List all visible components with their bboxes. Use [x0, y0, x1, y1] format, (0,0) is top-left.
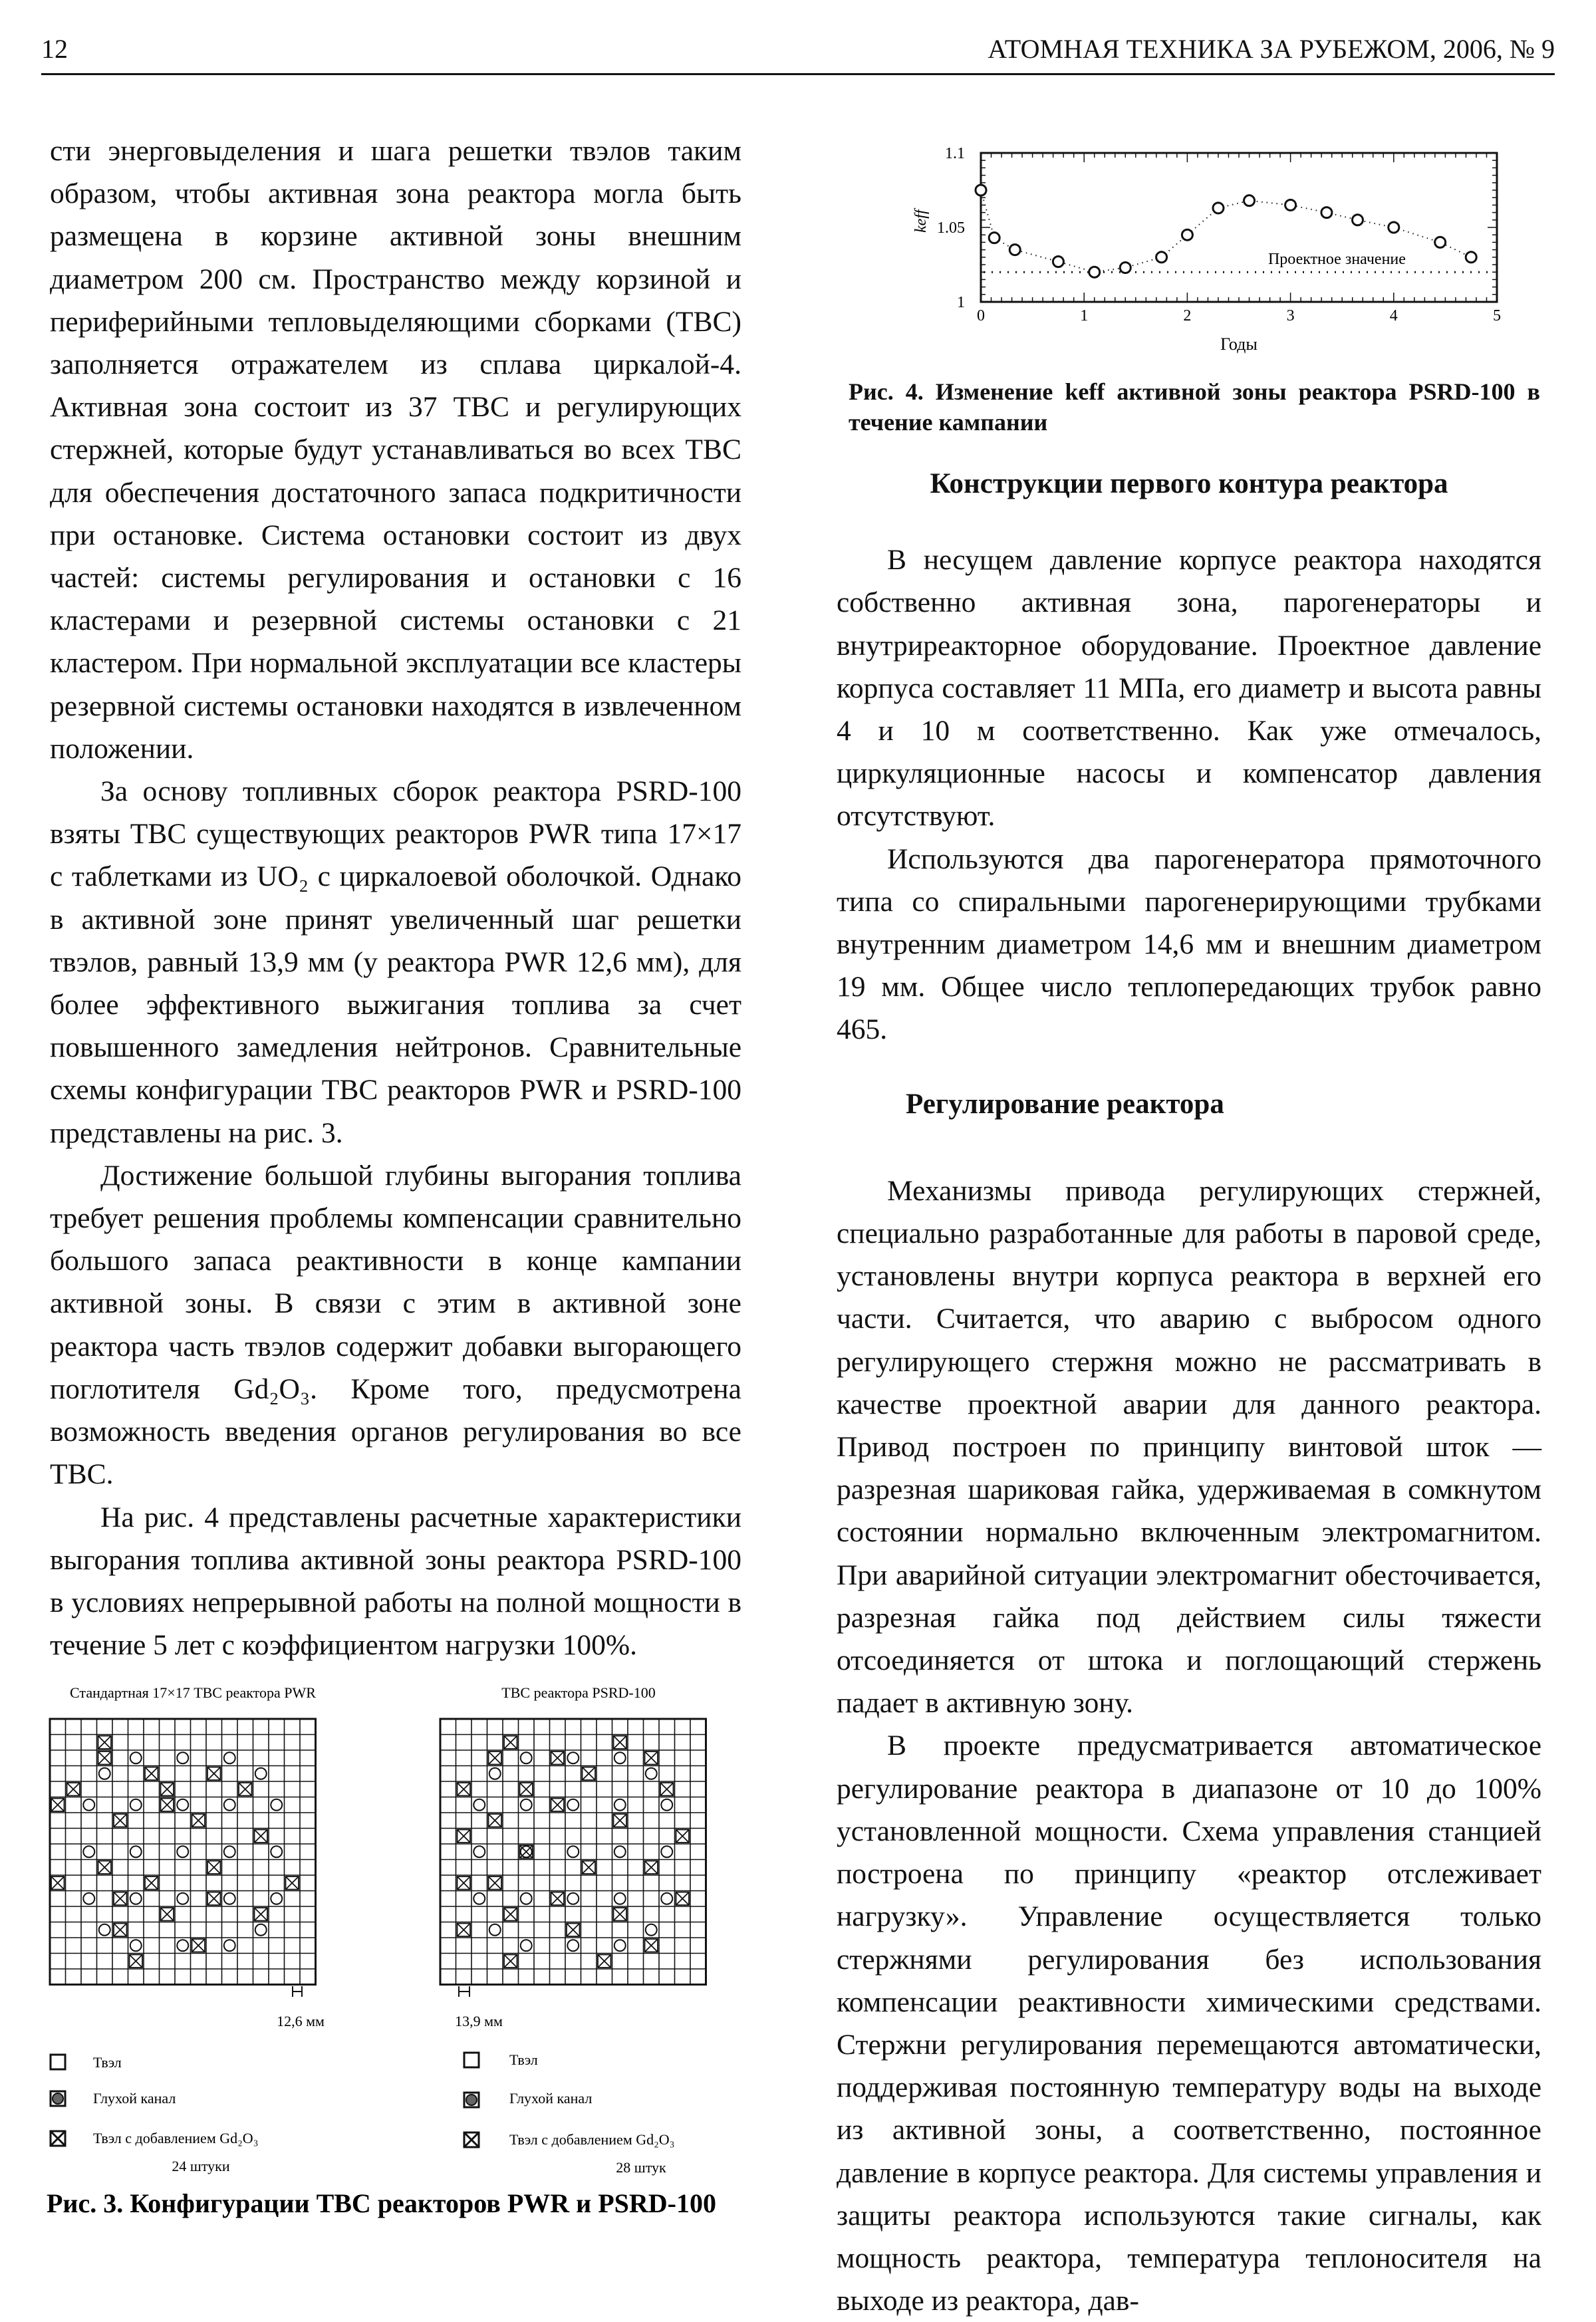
blind-channel	[177, 1893, 188, 1904]
gd-rod	[567, 1924, 580, 1937]
paragraph: Используются два парогенератора прямоточного типа со спиральными парогенерирующими трубками внутренним диаметром 14,6 мм и внешним диаметром 19 мм. Общее число теплопередающих трубок равно 465.	[837, 842, 1541, 1046]
fig3-right-title: ТВС реактора PSRD-100	[501, 1684, 656, 1701]
legend-blind-channel: Глухой канал	[93, 2090, 176, 2107]
gd-rod	[114, 1892, 127, 1906]
gd-rod	[598, 1955, 611, 1968]
gd-rod	[51, 1799, 65, 1812]
y-tick-label: 1	[957, 294, 965, 311]
gd-rod	[645, 1939, 658, 1952]
blind-channel	[646, 1768, 657, 1779]
blind-channel	[83, 1846, 94, 1857]
x-tick-label: 3	[1286, 307, 1295, 324]
blind-channel	[99, 1768, 110, 1779]
legend-gd-count-right: 28 штук	[616, 2159, 666, 2176]
gd-rod	[255, 1830, 268, 1843]
axis-ticks	[937, 145, 1501, 324]
gd-rod	[207, 1861, 221, 1874]
keff-point	[1244, 195, 1255, 206]
gd-rod	[520, 1845, 533, 1859]
blind-channel	[614, 1799, 626, 1811]
gd-rod	[614, 1908, 627, 1921]
fig3-right-pitch: 13,9 мм	[455, 2013, 503, 2029]
gd-rod	[504, 1955, 517, 1968]
gd-rod	[645, 1751, 658, 1765]
legend-fuel-rod: Твэл	[93, 2054, 122, 2071]
y-tick-label: 1.1	[945, 145, 965, 162]
gd-rod	[161, 1908, 174, 1921]
gd-rod	[207, 1767, 221, 1781]
paragraph: На рис. 4 представлены расчетные характеристики выгорания топлива активной зоны реактора PSRD-100 в условиях непрерывной работы на полной мощности в течение 5 лет с коэффициентом нагрузки 100%.	[50, 1501, 741, 1662]
gd-rod	[645, 1861, 658, 1874]
fig3-caption: Рис. 3. Конфигурации ТВС реакторов PWR и PSRD-100	[47, 2188, 716, 2218]
blind-channel	[473, 1893, 485, 1904]
fig4-caption	[849, 376, 1540, 438]
blind-channel	[521, 1752, 532, 1763]
blind-channel	[646, 1924, 657, 1936]
legend-blind-channel-circle	[466, 2095, 477, 2105]
gd-rod	[192, 1814, 205, 1827]
blind-channel	[521, 1940, 532, 1951]
legend-gd-rod: Твэл с добавлением Gd₂O₃	[509, 2131, 675, 2148]
blind-channel	[614, 1940, 626, 1951]
gd-rod	[458, 1876, 471, 1890]
keff-point	[1389, 222, 1399, 233]
figure-4-chart	[845, 133, 1536, 372]
blind-channel	[255, 1924, 267, 1936]
x-axis-label: Годы	[1220, 334, 1258, 354]
keff-point	[976, 185, 986, 195]
x-tick-label: 1	[1080, 307, 1089, 324]
blind-channel	[224, 1893, 235, 1904]
blind-channel	[177, 1940, 188, 1951]
keff-point	[1182, 229, 1192, 240]
blind-channel	[614, 1752, 626, 1763]
blind-channel	[83, 1893, 94, 1904]
gd-rod	[207, 1892, 221, 1906]
legend-fuel-rod: Твэл	[509, 2051, 538, 2068]
blind-channel	[130, 1893, 142, 1904]
legend-gd-rod: Твэл с добавлением Gd₂O₃	[93, 2130, 259, 2146]
blind-channel	[489, 1924, 501, 1936]
blind-channel	[271, 1893, 282, 1904]
gd-rod	[51, 1876, 65, 1890]
gd-rod	[145, 1767, 158, 1781]
blind-channel	[567, 1940, 579, 1951]
gd-rod	[192, 1939, 205, 1952]
gd-rod	[458, 1783, 471, 1796]
gd-rod	[489, 1876, 502, 1890]
gd-rod	[504, 1908, 517, 1921]
blind-channel	[521, 1799, 532, 1811]
y-axis-label: keff	[912, 209, 930, 233]
blind-channel	[661, 1799, 672, 1811]
gd-rod	[458, 1830, 471, 1843]
gd-rod	[551, 1892, 565, 1906]
x-tick-label: 0	[977, 307, 985, 324]
paragraph: В проекте предусматривается автоматическое регулирование реактора в диапазоне от 10 до 100% установленной мощности. Схема управления станцией построена по принципу «реактор отслеживает нагрузку». Управление осуществляется только стержнями регулирования без использования компенсации реактивности химическими средствами. Стержни регулирования перемещаются автоматически, поддерживая постоянную температуру воды на выходе из активной зоны, а соответственно, постоянное давление в корпусе реактора. Для системы управления и защиты реактора используются такие сигналы, как мощность реактора, температура теплоносителя на выходе из реактора, дав-	[837, 1730, 1541, 2317]
paragraph: В несущем давление корпусе реактора находятся собственно активная зона, парогенераторы и внутриреакторное оборудование. Проектное давление корпуса составляет 11 МПа, его диаметр и высота равны 4 и 10 м соответственно. Как уже отмечалось, циркуляционные насосы и компенсатор давления отсутствуют.	[837, 544, 1541, 833]
legend-gd-count-left: 24 штуки	[172, 2158, 230, 2174]
blind-channel	[489, 1768, 501, 1779]
blind-channel	[661, 1893, 672, 1904]
keff-point	[989, 233, 999, 243]
blind-channel	[177, 1799, 188, 1811]
figure-3	[40, 1679, 758, 2224]
gd-rod	[614, 1814, 627, 1827]
gd-rod	[98, 1736, 112, 1749]
keff-point	[1213, 203, 1224, 213]
paragraph: Механизмы привода регулирующих стержней, специально разработанные для работы в паровой среде, установлены внутри корпуса реактора в верхней его части. Считается, что аварию с выбросом одного регулирующего стержня можно не рассматривать в качестве проектной аварии для данного реактора. Привод построен по принципу винтовой шток — разрезная шариковая гайка, удерживаемая в сомкнутом состоянии нормально включенным электромагнитом. При аварийной ситуации электромагнит обесточивается, разрезная гайка под действием силы тяжести отсоединяется от штока и поглощающий стержень падает в активную зону.	[837, 1174, 1541, 1720]
keff-point	[1120, 262, 1130, 273]
blind-channel	[177, 1846, 188, 1857]
left-column	[50, 130, 741, 1666]
gd-rod	[239, 1783, 252, 1796]
keff-point	[1352, 215, 1363, 225]
fig3-left-pitch: 12,6 мм	[277, 2013, 325, 2029]
gd-rod	[660, 1783, 674, 1796]
gd-rod	[583, 1767, 596, 1781]
gd-rod	[255, 1908, 268, 1921]
gd-rod	[676, 1892, 690, 1906]
blind-channel	[567, 1752, 579, 1763]
y-tick-label: 1.05	[937, 219, 965, 237]
gd-rod	[130, 1955, 143, 1968]
page-number: 12	[41, 34, 68, 64]
right-column	[837, 468, 1541, 2322]
blind-channel	[177, 1752, 188, 1763]
paragraph: сти энерговыделения и шага решетки твэлов таким образом, чтобы активная зона реактора могла быть размещена в корзине активной зоны внешним диаметром 200 см. Пространство между корзиной и периферийными тепловыделяющими сборками (ТВС) заполняется отражателем из сплава циркалой-4. Активная зона состоит из 37 ТВС и регулирующих стержней, которые будут устанавливаться во всех ТВС для обеспечения достаточного запаса подкритичности при остановке. Система остановки состоит из двух частей: системы регулирования и остановки с 16 кластерами и резервной системы остановки с 21 кластером. При нормальной эксплуатации все кластеры резервной системы остановки находятся в извлеченном положении.	[50, 135, 741, 765]
keff-point	[1089, 267, 1100, 277]
gd-rod	[98, 1751, 112, 1765]
keff-point	[1321, 207, 1332, 218]
blind-channel	[614, 1846, 626, 1857]
gd-rod	[114, 1924, 127, 1937]
pitch-marker-left	[293, 1986, 302, 1997]
legend-fuel-rod-icon	[51, 2055, 65, 2069]
gd-rod	[676, 1830, 690, 1843]
gd-rod	[458, 1924, 471, 1937]
gd-rod	[67, 1783, 80, 1796]
gd-rod	[286, 1876, 299, 1890]
gd-rod	[98, 1861, 112, 1874]
blind-channel	[521, 1893, 532, 1904]
blind-channel	[224, 1752, 235, 1763]
x-tick-label: 4	[1389, 307, 1398, 324]
gd-rod	[489, 1814, 502, 1827]
gd-rod	[520, 1783, 533, 1796]
gd-rod	[551, 1751, 565, 1765]
psrd-assembly-grid	[440, 1719, 706, 1985]
keff-point	[1053, 257, 1063, 267]
blind-channel	[567, 1799, 579, 1811]
blind-channel	[473, 1846, 485, 1857]
keff-point	[1285, 199, 1296, 210]
gd-rod	[504, 1736, 517, 1749]
paragraph: Достижение большой глубины выгорания топлива требует решения проблемы компенсации сравнительно большого запаса реактивности в конце кампании активной зоны. В связи с этим в активной зоне реактора часть твэлов содержит добавки выгорающего поглотителя Gd₂O₃. Кроме того, предусмотрена возможность введения органов регулирования во все ТВС.	[50, 1159, 741, 1491]
gd-rod	[114, 1814, 127, 1827]
blind-channel	[130, 1940, 142, 1951]
gd-rod	[489, 1751, 502, 1765]
blind-channel	[224, 1940, 235, 1951]
keff-point	[1156, 252, 1167, 263]
blind-channel	[271, 1799, 282, 1811]
paragraph: За основу топливных сборок реактора PSRD-100 взяты ТВС существующих реакторов PWR типа 17×17 с таблетками из UO₂ с циркалоевой оболочкой. Однако в активной зоне принят увеличенный шаг решетки твэлов, равный 13,9 мм (у реактора PWR 12,6 мм), для более эффективного выжигания топлива за счет повышенного замедления нейтронов. Сравнительные схемы конфигурации ТВС реакторов PWR и PSRD-100 представлены на рис. 3.	[50, 775, 741, 1149]
x-tick-label: 2	[1183, 307, 1192, 324]
blind-channel	[130, 1846, 142, 1857]
blind-channel	[130, 1799, 142, 1811]
journal-title: АТОМНАЯ ТЕХНИКА ЗА РУБЕЖОМ, 2006, № 9	[988, 34, 1555, 64]
blind-channel	[255, 1768, 267, 1779]
keff-point	[1466, 252, 1476, 263]
blind-channel	[614, 1893, 626, 1904]
legend-blind-channel: Глухой канал	[509, 2090, 593, 2107]
plot-frame	[981, 153, 1497, 302]
gd-rod	[161, 1783, 174, 1796]
blind-channel	[99, 1924, 110, 1936]
blind-channel	[567, 1893, 579, 1904]
legend-fuel-rod-icon	[464, 2053, 479, 2067]
legend-blind-channel-circle	[53, 2093, 63, 2104]
blind-channel	[83, 1799, 94, 1811]
gd-rod	[145, 1876, 158, 1890]
keff-point	[1435, 237, 1446, 247]
blind-channel	[224, 1799, 235, 1811]
gd-rod	[161, 1799, 174, 1812]
section-title: Конструкции первого контура реактора	[930, 468, 1448, 499]
pwr-assembly-grid	[50, 1719, 316, 1985]
gd-rod	[551, 1799, 565, 1812]
blind-channel	[224, 1846, 235, 1857]
blind-channel	[271, 1846, 282, 1857]
keff-point	[1009, 245, 1020, 255]
x-tick-label: 5	[1493, 307, 1501, 324]
page-header	[41, 27, 1555, 75]
fig3-left-title: Стандартная 17×17 ТВС реактора PWR	[70, 1684, 316, 1701]
gd-rod	[583, 1861, 596, 1874]
section-title: Регулирование реактора	[906, 1088, 1224, 1120]
gd-rod	[614, 1736, 627, 1749]
pitch-marker-right	[459, 1986, 469, 1997]
fig4-caption-text: Рис. 4. Изменение keff активной зоны реактора PSRD-100 в течение кампании	[849, 378, 1540, 436]
blind-channel	[130, 1752, 142, 1763]
blind-channel	[567, 1846, 579, 1857]
design-value-label: Проектное значение	[1267, 251, 1406, 269]
blind-channel	[473, 1799, 485, 1811]
blind-channel	[661, 1846, 672, 1857]
